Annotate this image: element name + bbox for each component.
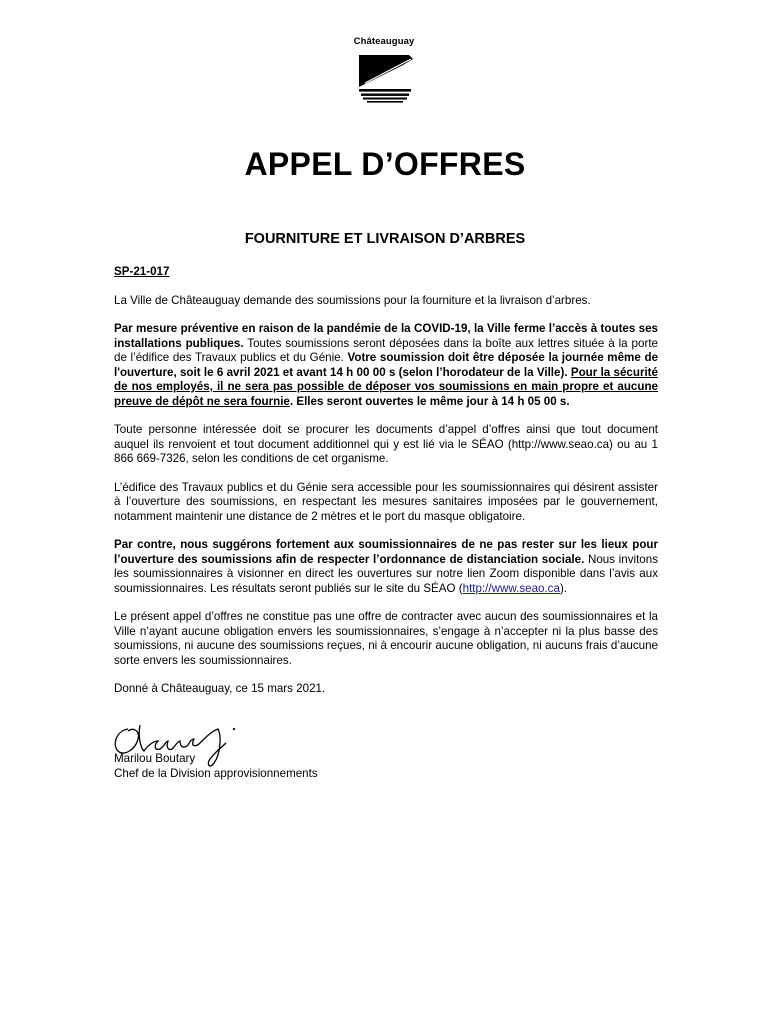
covid-deadline: Votre soumission doit être déposée la journée même de l'ouverture, soit le 6 avril 2021 et avant 14 h 00 00 s (selon l’horodateur de la Ville). [114,351,658,379]
covid-bold-lead: Par mesure préventive en raison de la pandémie de la COVID-19, la Ville ferme l’accès à toutes ses installations publiques. [114,322,658,350]
covid-text: Toutes soumissions seront déposées dans la boîte aux lettres située à la porte de l’édifice des Travaux publics et du Génie. [114,336,658,364]
date-line: Donné à Châteauguay, ce 15 mars 2021. [114,682,326,695]
city-logo [344,36,424,103]
covid-opening-time: . Elles seront ouvertes le même jour à 14 h 05 00 s. [289,394,570,408]
city-emblem-icon [353,53,415,103]
document-body [114,265,658,781]
covid-paragraph [114,322,658,409]
disclaimer-paragraph: Le présent appel d’offres ne constitue pas une offre de contracter avec aucun des soumissionnaires et la Ville n’ayant aucune obligation envers les soumissionnaires, s’engage à n’accepter ni la plus basse des soumissions, ni aucune des soumissions reçues, ni à encourir aucune obligation, ni aucuns frais d’aucune sorte envers les soumissionnaires. [114,610,658,667]
page-subtitle: FOURNITURE ET LIVRAISON D’ARBRES [244,231,526,247]
zoom-text: Nous invitons les soumissionnaires à visionner en direct les ouvertures sur notre lien Zoom disponible dans l’avis aux soumissionnaires. Les résultats seront publiés sur le site du SÉAO ( [114,552,658,595]
signer-name: Marilou Boutary [114,751,196,765]
zoom-text-end: ). [559,581,568,595]
documents-paragraph: Toute personne intéressée doit se procurer les documents d’appel d’offres ainsi que tout document auquel ils renvoient et tout document additionnel qui y est lié via le SÉAO (http://www.seao.ca) ou au 1 866 669-7326, selon les conditions de cet organisme. [114,423,658,465]
signer-block [114,751,658,781]
seao-link[interactable]: http://www.seao.ca [462,581,560,595]
page-title: APPEL D’OFFRES [244,146,526,182]
building-paragraph: L’édifice des Travaux publics et du Génie sera accessible pour les soumissionnaires qui désirent assister à l’ouverture des soumissions, en respectant les mesures sanitaires imposées par le gouvernement, notamment maintenir une distance de 2 mètres et le port du masque obligatoire. [114,480,658,523]
signer-title: Chef de la Division approvisionnements [114,766,318,780]
zoom-paragraph [114,538,658,596]
reference-number: SP-21-017 [114,265,170,278]
logo-name: Châteauguay [353,36,415,47]
covid-warning: Pour la sécurité de nos employés, il ne sera pas possible de déposer vos soumissions en main propre et aucune preuve de dépôt ne sera fournie [114,365,658,408]
zoom-bold-lead: Par contre, nous suggérons fortement aux soumissionnaires de ne pas rester sur les lieux pour l’ouverture des soumissions afin de respecter l’ordonnance de distanciation sociale. [114,538,658,566]
intro-paragraph: La Ville de Châteauguay demande des soumissions pour la fourniture et la livraison d’arbres. [114,293,591,307]
